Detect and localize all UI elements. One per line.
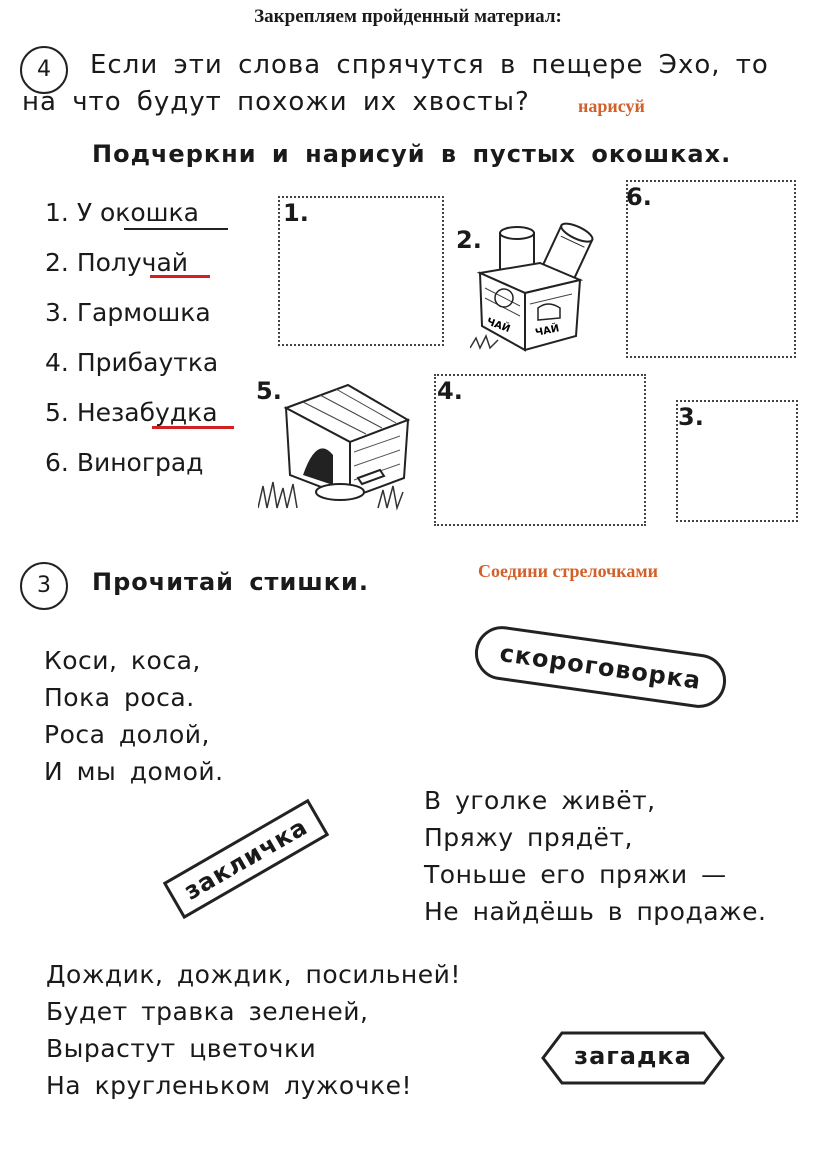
task4-question-line2: на что будут похожи их хвосты? <box>22 87 530 117</box>
draw-hint: нарисуй <box>578 96 645 116</box>
word-text: Прибаутка <box>76 348 219 377</box>
tea-label-left: ЧАЙ <box>484 316 512 336</box>
connect-arrows-hint: Соедини стрелочками <box>478 561 659 581</box>
box-number-4: 4. <box>437 377 463 405</box>
word-number: 4. <box>45 348 69 377</box>
word-number: 3. <box>45 298 69 327</box>
tea-box-illustration <box>470 218 600 358</box>
word-item-2 <box>45 248 188 277</box>
word-number: 2. <box>45 248 69 277</box>
word-number: 1. <box>45 198 69 227</box>
task3-instruction: Прочитай стишки. <box>92 568 369 596</box>
word-item-6 <box>45 448 203 477</box>
tag-chant[interactable]: закличка <box>163 799 329 919</box>
poem-line: Тоньше его пряжи — <box>424 860 727 889</box>
poem-line: Будет травка зеленей, <box>46 997 369 1026</box>
underline-okoshka <box>124 228 228 230</box>
poem-line: В уголке живёт, <box>424 786 656 815</box>
poem-line: Роса долой, <box>44 720 210 749</box>
task4-question-line1: Если эти слова спрячутся в пещере Эхо, то <box>90 50 769 80</box>
poem-line: Дождик, дождик, посильней! <box>46 960 461 989</box>
box-number-6: 6. <box>626 183 652 211</box>
box-number-1: 1. <box>283 199 309 227</box>
empty-box-4[interactable] <box>434 374 646 526</box>
doghouse-illustration <box>258 380 410 512</box>
word-number: 6. <box>45 448 69 477</box>
underline-poluchai <box>150 275 210 278</box>
poem-1 <box>44 642 224 790</box>
poem-line: Пряжу прядёт, <box>424 823 633 852</box>
word-text: Незабудка <box>76 398 218 427</box>
task4-instruction: Подчеркни и нарисуй в пустых окошках. <box>92 140 732 168</box>
poem-3 <box>46 956 461 1104</box>
poem-line: Не найдёшь в продаже. <box>424 897 767 926</box>
poem-line: На кругленьком лужочке! <box>46 1071 412 1100</box>
poem-line: И мы домой. <box>44 757 224 786</box>
word-text: У окошка <box>76 198 199 227</box>
box-number-5: 5. <box>256 377 282 405</box>
word-item-3 <box>45 298 211 327</box>
word-text: Получай <box>76 248 189 277</box>
task-number-3: 3 <box>20 562 68 610</box>
poem-line: Вырастут цветочки <box>46 1034 317 1063</box>
word-number: 5. <box>45 398 69 427</box>
word-text: Гармошка <box>76 298 211 327</box>
word-item-1 <box>45 198 199 227</box>
tea-label-right: ЧАЙ <box>534 323 561 339</box>
poem-line: Пока роса. <box>44 683 195 712</box>
poem-line: Коси, коса, <box>44 646 201 675</box>
page-title: Закрепляем пройденный материал: <box>254 6 562 27</box>
box-number-2: 2. <box>456 226 482 254</box>
word-item-5 <box>45 398 218 427</box>
tag-tongue-twister[interactable]: скороговорка <box>471 623 729 712</box>
box-number-3: 3. <box>678 403 704 431</box>
task-number-4: 4 <box>20 46 68 94</box>
poem-2 <box>424 782 766 930</box>
word-text: Виноград <box>76 448 204 477</box>
underline-nezabudka <box>152 426 234 429</box>
tag-riddle[interactable]: загадка <box>574 1042 692 1070</box>
word-item-4 <box>45 348 218 377</box>
